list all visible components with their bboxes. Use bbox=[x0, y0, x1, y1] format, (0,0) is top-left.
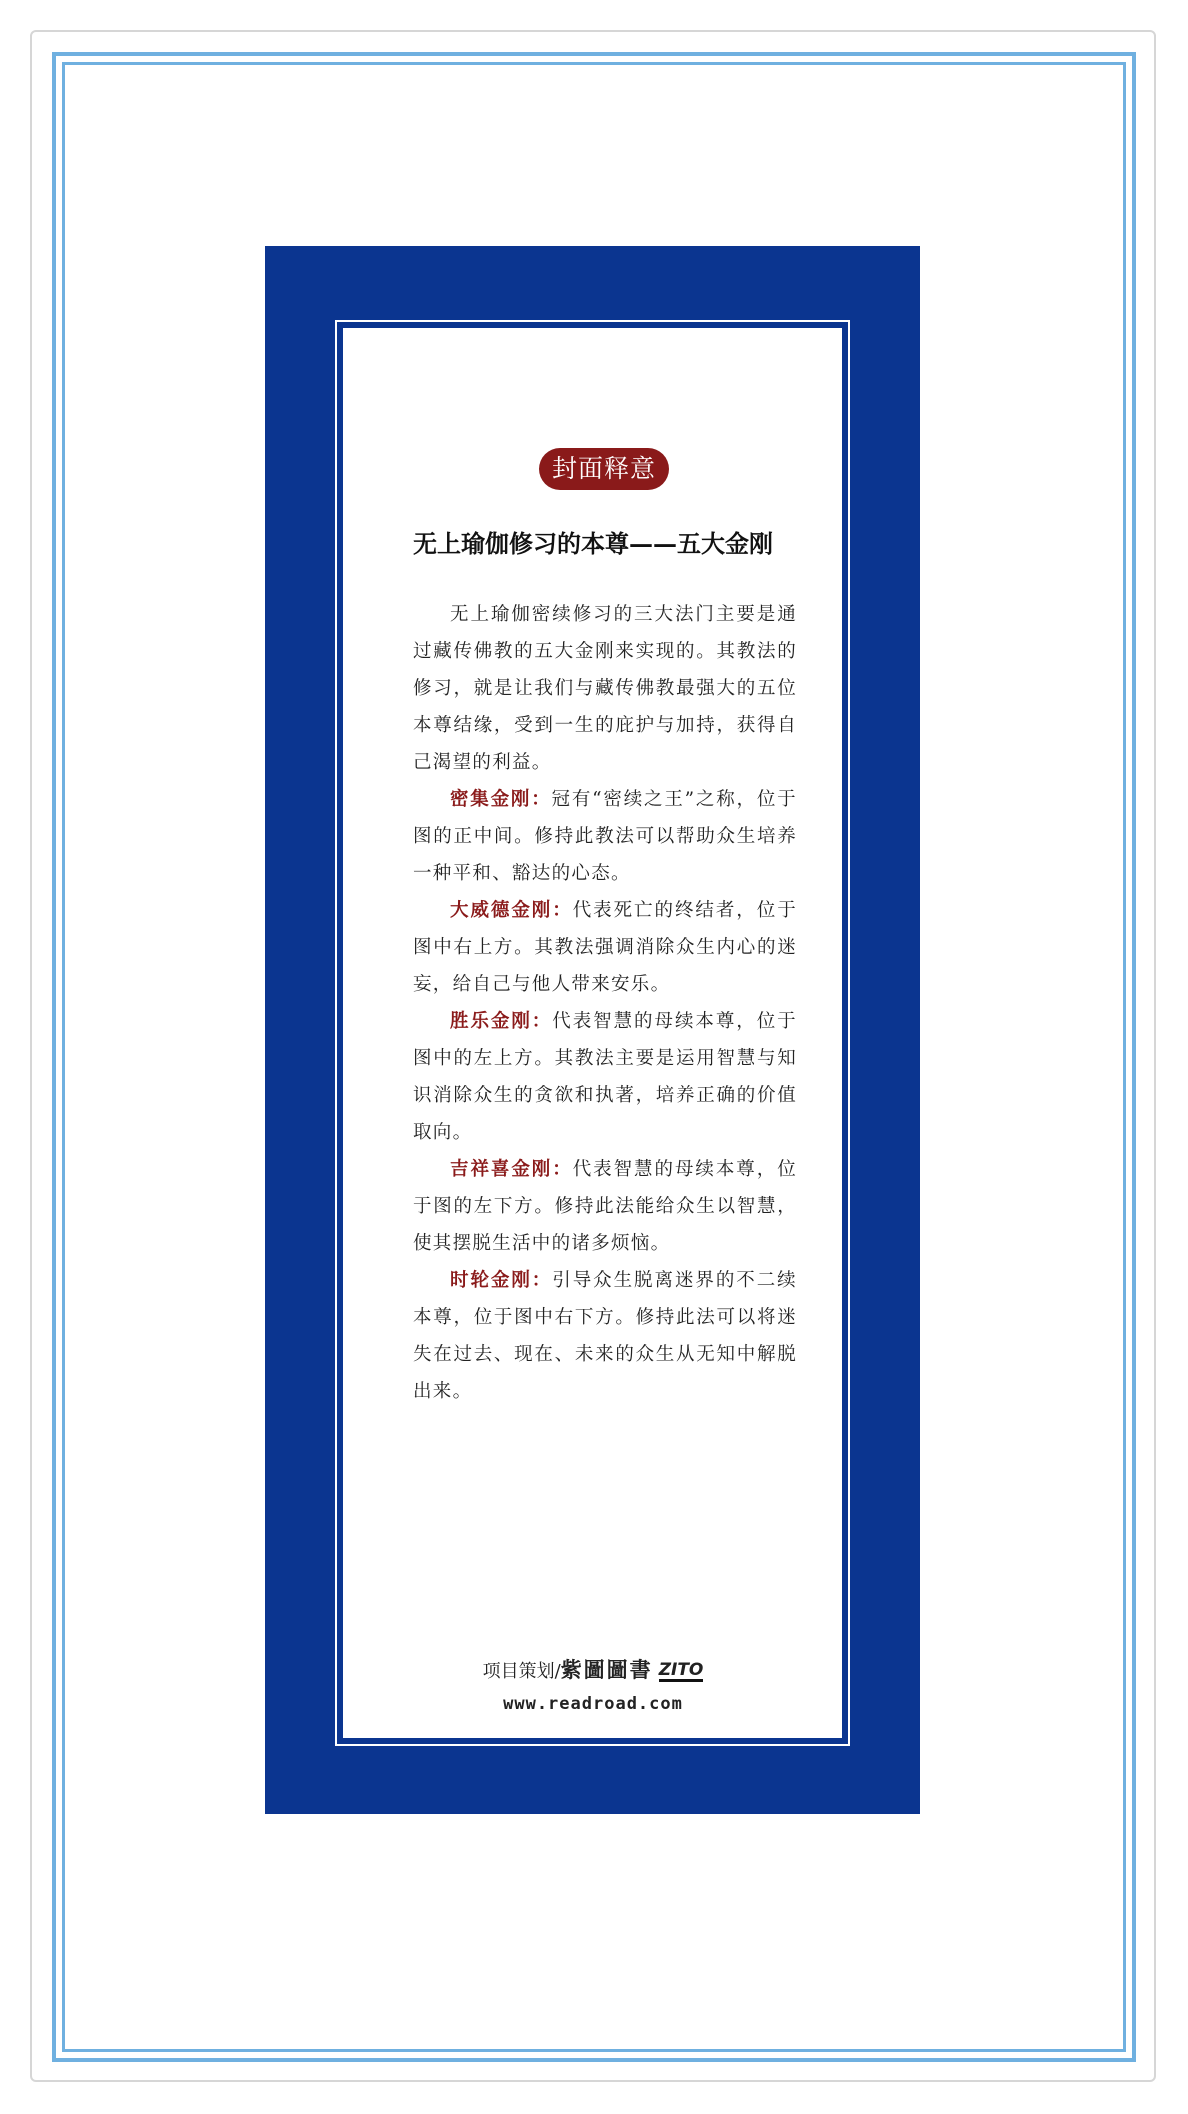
publisher-brand: 紫圖圖書 bbox=[560, 1657, 653, 1682]
section-text: 冠有“密续之王”之称，位于图的正中间。修持此教法可以帮助众生培养一种平和、豁达的心态。 bbox=[413, 789, 797, 884]
bookmark bbox=[265, 246, 920, 1814]
article-body bbox=[413, 596, 797, 1410]
publisher-logo: ZITO bbox=[658, 1660, 704, 1680]
publisher-credit bbox=[403, 1654, 783, 1684]
bookmark-text-panel bbox=[343, 328, 842, 1738]
section-paragraph bbox=[413, 781, 797, 892]
section-text: 代表死亡的终结者，位于图中右上方。其教法强调消除众生内心的迷妄，给自己与他人带来安乐。 bbox=[413, 900, 797, 995]
section-paragraph bbox=[413, 892, 797, 1003]
cover-explanation-badge: 封面释意 bbox=[539, 448, 669, 490]
section-text: 代表智慧的母续本尊，位于图中的左上方。其教法主要是运用智慧与知识消除众生的贪欲和执著，培养正确的价值取向。 bbox=[413, 1011, 797, 1143]
section-term: 大威德金刚： bbox=[450, 900, 573, 921]
section-term: 密集金刚： bbox=[450, 789, 552, 810]
intro-paragraph: 无上瑜伽密续修习的三大法门主要是通过藏传佛教的五大金刚来实现的。其教法的修习，就是让我们与藏传佛教最强大的五位本尊结缘，受到一生的庇护与加持，获得自己渴望的利益。 bbox=[413, 604, 797, 773]
section-text: 代表智慧的母续本尊，位于图的左下方。修持此法能给众生以智慧，使其摆脱生活中的诸多烦恼。 bbox=[413, 1159, 797, 1254]
section-text: 引导众生脱离迷界的不二续本尊，位于图中右下方。修持此法可以将迷失在过去、现在、未来的众生从无知中解脱出来。 bbox=[413, 1270, 797, 1402]
section-paragraph bbox=[413, 1262, 797, 1410]
article-title: 无上瑜伽修习的本尊——五大金刚 bbox=[413, 529, 773, 558]
section-term: 时轮金刚： bbox=[450, 1270, 553, 1291]
section-term: 胜乐金刚： bbox=[450, 1011, 553, 1032]
publisher-url: www.readroad.com bbox=[503, 1694, 683, 1714]
section-paragraph bbox=[413, 1003, 797, 1151]
credit-label: 项目策划/ bbox=[482, 1661, 561, 1682]
section-term: 吉祥喜金刚： bbox=[450, 1159, 573, 1180]
section-paragraph bbox=[413, 1151, 797, 1262]
